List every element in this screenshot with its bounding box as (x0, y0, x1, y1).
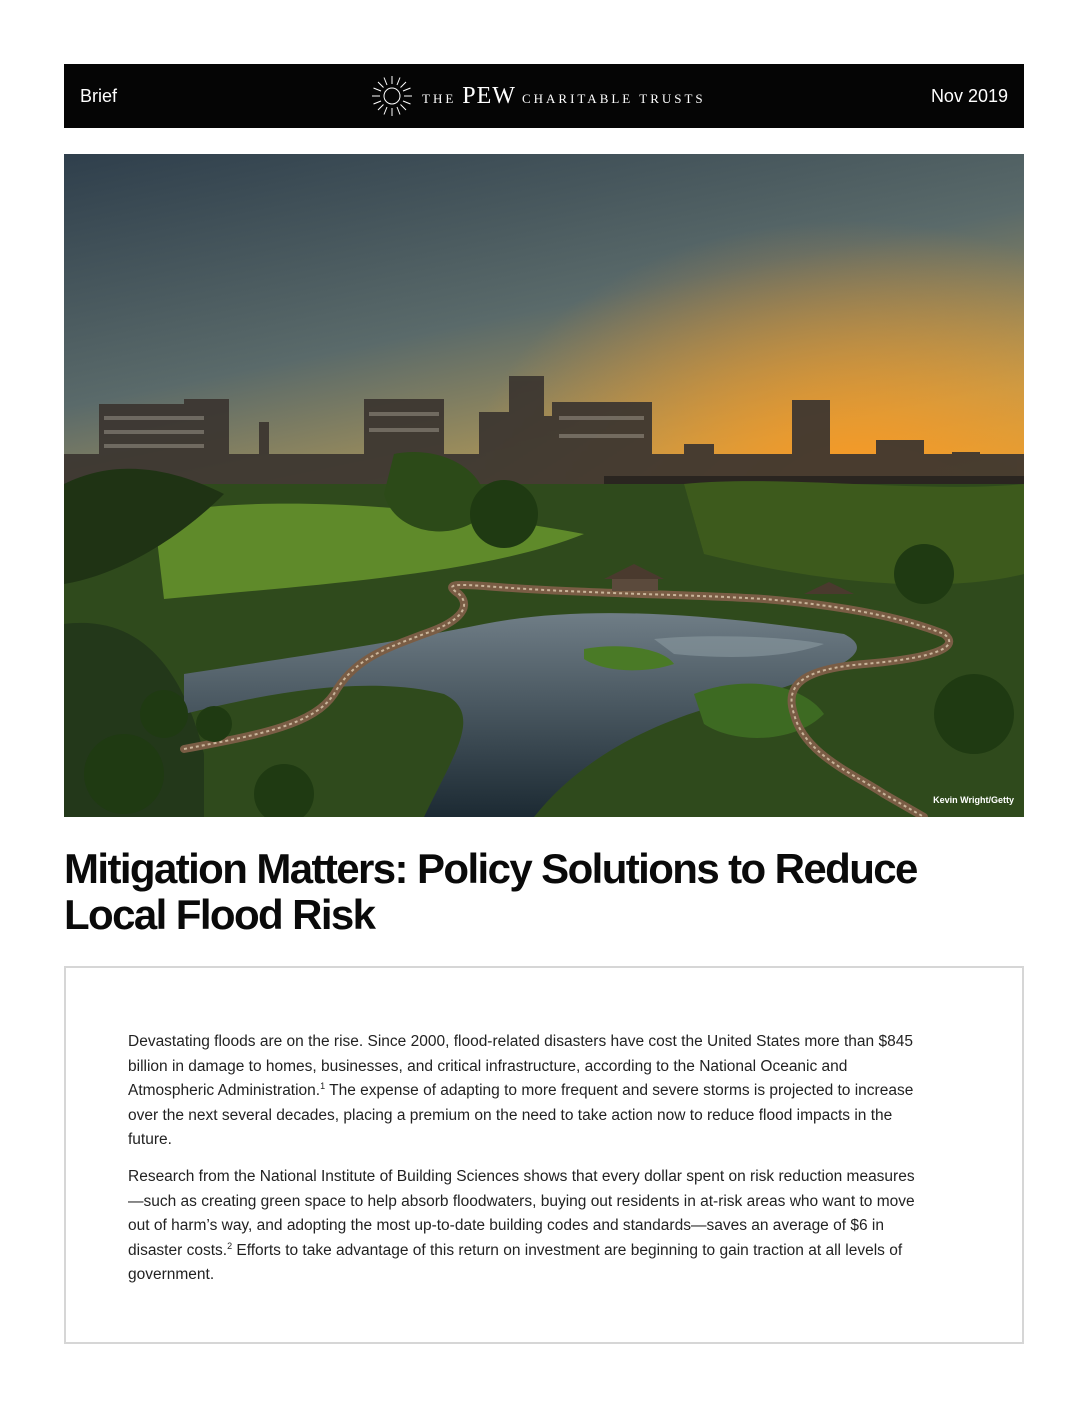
paragraph-2-text: Research from the National Institute of Building Sciences shows that every dollar spent on risk reduction measures—such as creating green space to help absorb floodwaters, buying out residents in at-risk areas who want to move out of harm’s way, and adopting the most up-to-date building codes and standards—saves an average of $6 in disaster costs. (128, 1167, 915, 1259)
paragraph-2 (128, 1165, 928, 1288)
article-title: Mitigation Matters: Policy Solutions to Reduce Local Flood Risk (64, 845, 917, 938)
footnote-marker-1: 1 (320, 1081, 326, 1092)
header-bar (64, 64, 1024, 128)
paragraph-1-text: Devastating floods are on the rise. Since 2000, flood-related disasters have cost the United States more than $845 billion in damage to homes, businesses, and critical infrastructure, according to the National Oceanic and Atmospheric Administration. (128, 1033, 913, 1100)
logo-prefix: THE (422, 90, 457, 106)
paragraph-1-text-after: The expense of adapting to more frequent and severe storms is projected to increase over the next several decades, placing a premium on the need to take action now to reduce flood impacts in the future. (128, 1082, 914, 1149)
paragraph-2-text-after: Efforts to take advantage of this return on investment are beginning to gain traction at all levels of government. (128, 1241, 903, 1284)
summary-box (64, 966, 1024, 1344)
photo-credit: Kevin Wright/Getty (933, 795, 1014, 805)
logo-suffix: CHARITABLE TRUSTS (521, 90, 706, 106)
city-park-photo (64, 154, 1024, 817)
summary-text (128, 1030, 928, 1300)
pew-logo (370, 74, 706, 118)
logo-wordmark (422, 83, 706, 110)
sunburst-icon (370, 74, 414, 118)
document-type-label: Brief (80, 86, 118, 106)
footnote-marker-2: 2 (227, 1240, 233, 1251)
paragraph-1 (128, 1030, 928, 1153)
hero-image (64, 154, 1024, 817)
publication-date: Nov 2019 (930, 86, 1008, 106)
logo-name: PEW (462, 82, 516, 109)
